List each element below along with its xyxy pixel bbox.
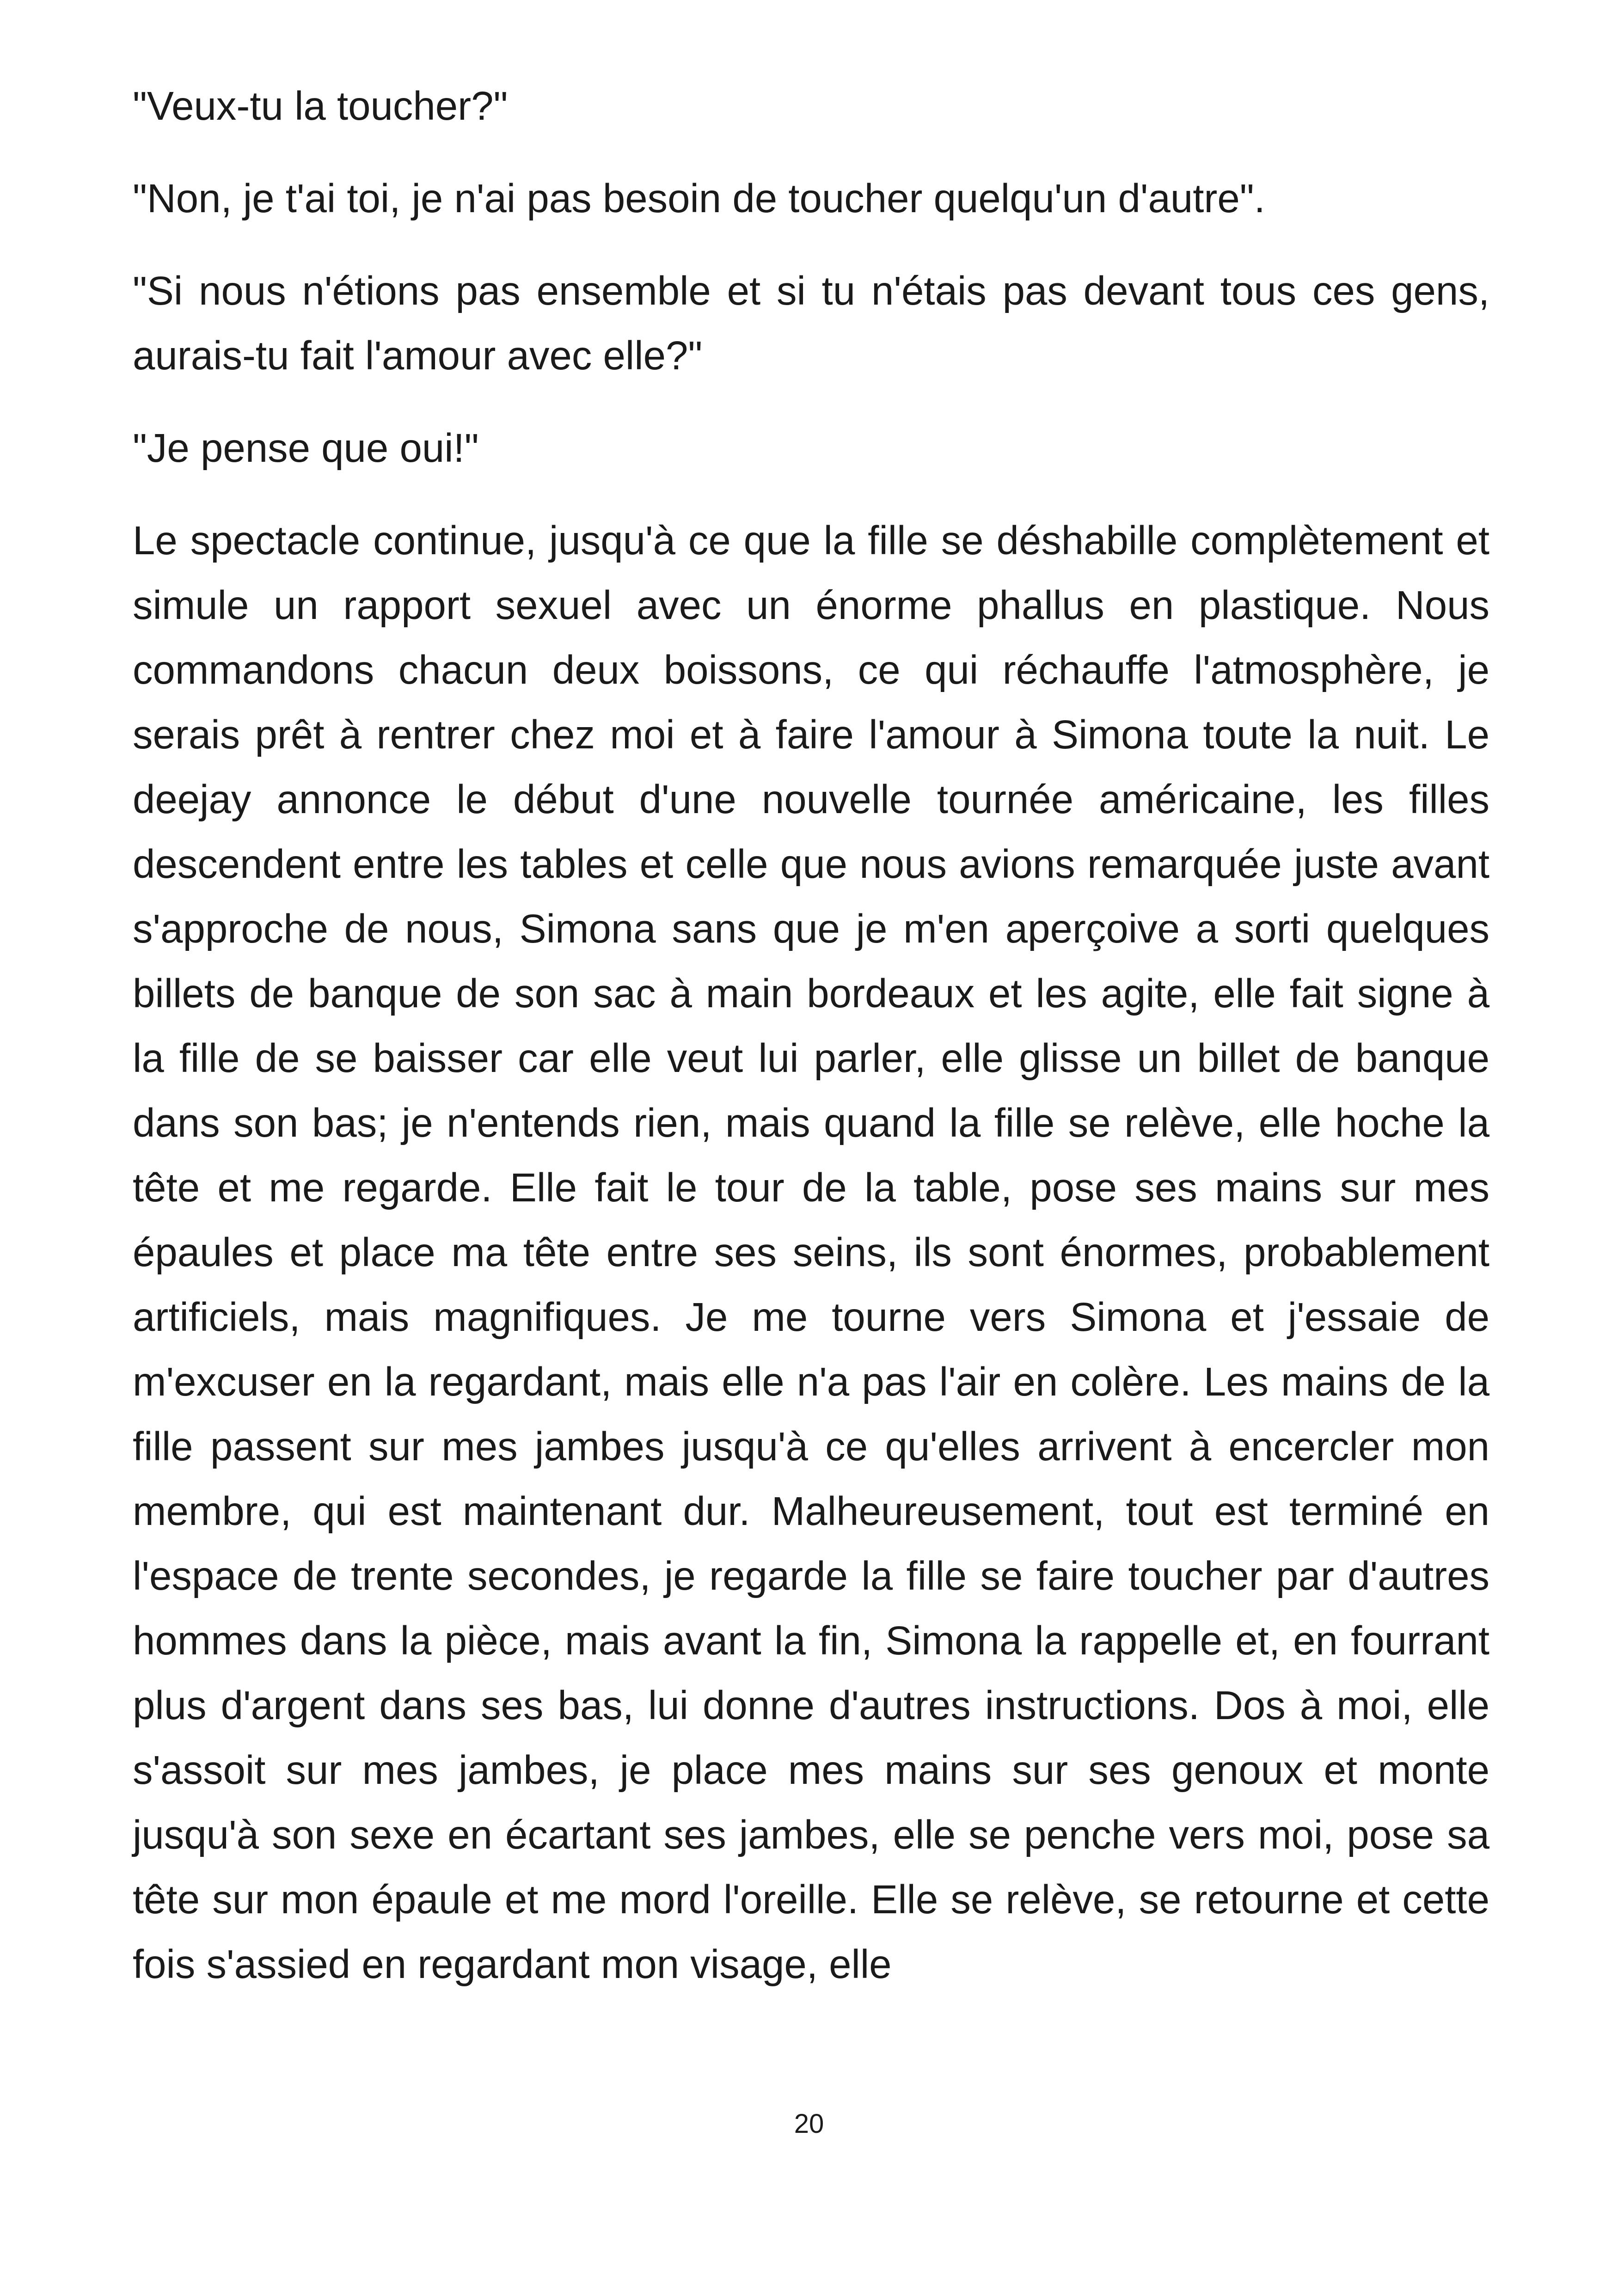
dialogue-paragraph: "Si nous n'étions pas ensemble et si tu n'étais pas devant tous ces gens, aurais-tu fait l'amour avec elle?": [133, 269, 1489, 378]
dialogue-paragraph: "Non, je t'ai toi, je n'ai pas besoin de toucher quelqu'un d'autre".: [133, 176, 1265, 221]
page-number: 20: [794, 2109, 824, 2139]
dialogue-paragraph: "Je pense que oui!": [133, 426, 479, 471]
page-body: [133, 74, 1489, 2025]
body-paragraph: Le spectacle continue, jusqu'à ce que la fille se déshabille complètement et simule un rapport sexuel avec un énorme phallus en plastique. Nous commandons chacun deux boissons, ce qui réchauffe l'atmosphère, je serais prêt à rentrer chez moi et à faire l'amour à Simona toute la nuit. Le deejay annonce le début d'une nouvelle tournée américaine, les filles descendent entre les tables et celle que nous avions remarquée juste avant s'approche de nous, Simona sans que je m'en aperçoive a sorti quelques billets de banque de son sac à main bordeaux et les agite, elle fait signe à la fille de se baisser car elle veut lui parler, elle glisse un billet de banque dans son bas; je n'entends rien, mais quand la fille se relève, elle hoche la tête et me regarde. Elle fait le tour de la table, pose ses mains sur mes épaules et place ma tête entre ses seins, ils sont énormes, probablement artificiels, mais magnifiques. Je me tourne vers Simona et j'essaie de m'excuser en la regardant, mais elle n'a pas l'air en colère. Les mains de la fille passent sur mes jambes jusqu'à ce qu'elles arrivent à encercler mon membre, qui est maintenant dur. Malheureusement, tout est terminé en l'espace de trente secondes, je regarde la fille se faire toucher par d'autres hommes dans la pièce, mais avant la fin, Simona la rappelle et, en fourrant plus d'argent dans ses bas, lui donne d'autres instructions. Dos à moi, elle s'assoit sur mes jambes, je place mes mains sur ses genoux et monte jusqu'à son sexe en écartant ses jambes, elle se penche vers moi, pose sa tête sur mon épaule et me mord l'oreille. Elle se relève, se retourne et cette fois s'assied en regardant mon visage, elle: [133, 518, 1489, 1987]
dialogue-paragraph: "Veux-tu la toucher?": [133, 84, 508, 129]
